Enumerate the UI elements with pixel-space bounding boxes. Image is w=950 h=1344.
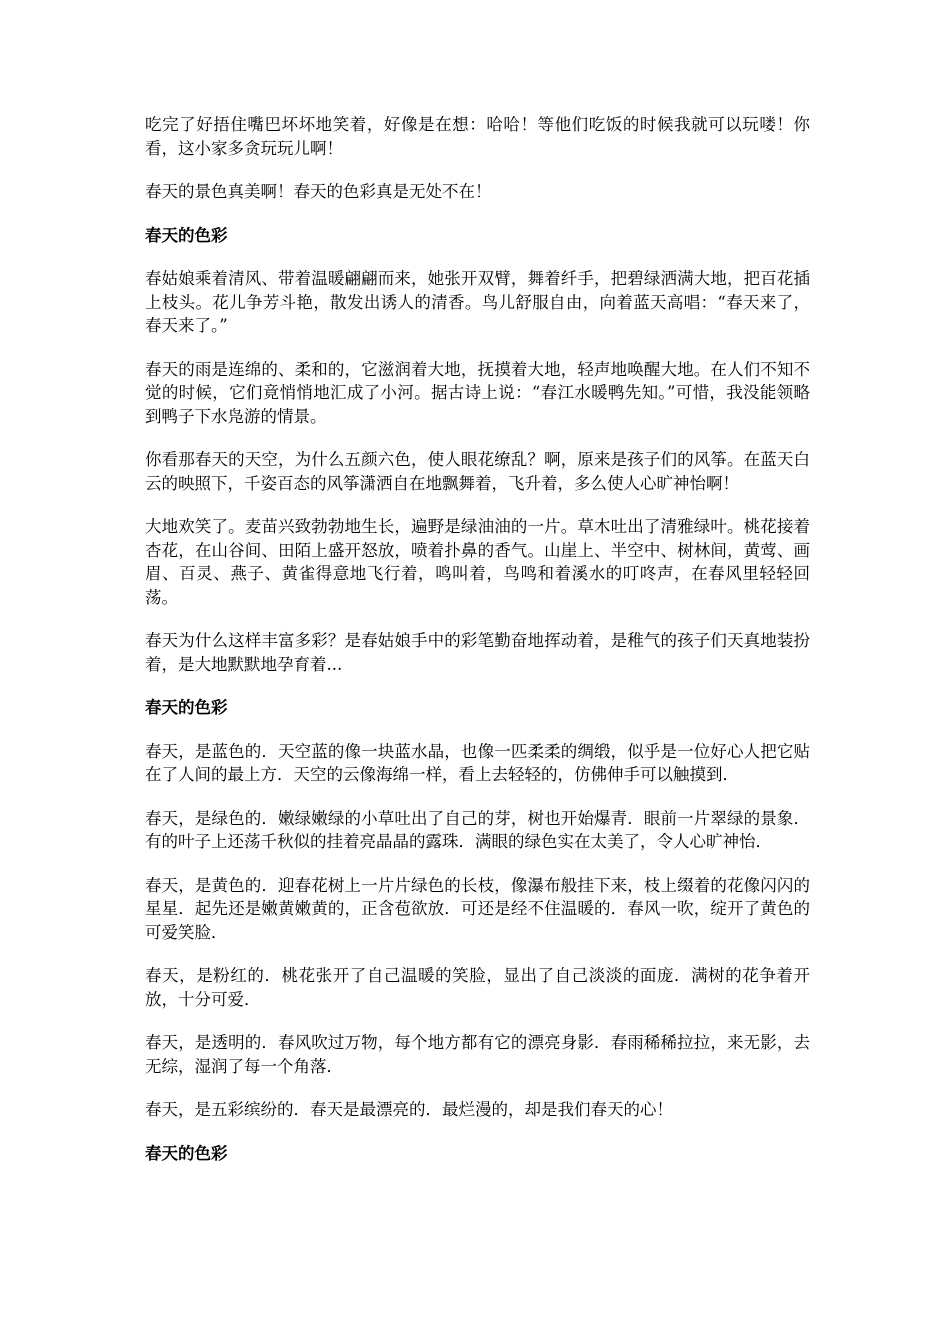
paragraph: 春天，是蓝色的．天空蓝的像一块蓝水晶，也像一匹柔柔的绸缎，似乎是一位好心人把它贴在了人间的最上方．天空的云像海绵一样，看上去轻轻的，仿佛伸手可以触摸到． bbox=[145, 741, 810, 784]
paragraph: 春天的雨是连绵的、柔和的，它滋润着大地，抚摸着大地，轻声地唤醒大地。在人们不知不觉的时候，它们竟悄悄地汇成了小河。据古诗上说：“春江水暖鸭先知。”可惜，我没能领略到鸭子下水凫游的情景。 bbox=[145, 359, 810, 426]
paragraph: 春天，是粉红的．桃花张开了自己温暖的笑脸，显出了自己淡淡的面庞．满树的花争着开放，十分可爱． bbox=[145, 966, 810, 1009]
paragraph: 春天为什么这样丰富多彩？是春姑娘手中的彩笔勤奋地挥动着，是稚气的孩子们天真地装扮着，是大地默默地孕育着... bbox=[145, 631, 810, 674]
paragraph: 吃完了好捂住嘴巴坏坏地笑着，好像是在想：哈哈！等他们吃饭的时候我就可以玩喽！你看，这小家多贪玩玩儿啊！ bbox=[145, 115, 810, 158]
section-heading: 春天的色彩 bbox=[145, 225, 228, 245]
paragraph: 大地欢笑了。麦苗兴致勃勃地生长，遍野是绿油油的一片。草木吐出了清雅绿叶。桃花接着杏花，在山谷间、田陌上盛开怒放，喷着扑鼻的香气。山崖上、半空中、树林间，黄莺、画眉、百灵、燕子、黄雀得意地飞行着，鸣叫着，鸟鸣和着溪水的叮咚声，在春风里轻轻回荡。 bbox=[145, 517, 810, 607]
paragraph: 春姑娘乘着清风、带着温暖翩翩而来，她张开双臂，舞着纤手，把碧绿洒满大地，把百花插上枝头。花儿争芳斗艳，散发出诱人的清香。鸟儿舒服自由，向着蓝天高唱：“春天来了，春天来了。” bbox=[145, 269, 810, 335]
paragraph: 春天，是五彩缤纷的．春天是最漂亮的．最烂漫的，却是我们春天的心！ bbox=[145, 1100, 673, 1119]
document-page bbox=[145, 113, 810, 1185]
section-heading: 春天的色彩 bbox=[145, 1143, 228, 1163]
section-heading: 春天的色彩 bbox=[145, 698, 228, 717]
paragraph: 春天的景色真美啊！春天的色彩真是无处不在！ bbox=[145, 182, 492, 201]
paragraph: 春天，是透明的．春风吹过万物，每个地方都有它的漂亮身影．春雨稀稀拉拉，来无影，去无综，湿润了每一个角落． bbox=[145, 1033, 810, 1076]
paragraph: 你看那春天的天空，为什么五颜六色，使人眼花缭乱？啊，原来是孩子们的风筝。在蓝天白云的映照下，千姿百态的风筝潇洒自在地飘舞着，飞升着，多么使人心旷神怡啊！ bbox=[145, 450, 810, 493]
paragraph: 春天，是黄色的．迎春花树上一片片绿色的长枝，像瀑布般挂下来，枝上缀着的花像闪闪的星星．起先还是嫩黄嫩黄的，正含苞欲放．可还是经不住温暖的．春风一吹，绽开了黄色的可爱笑脸． bbox=[145, 875, 810, 942]
paragraph: 春天，是绿色的．嫩绿嫩绿的小草吐出了自己的芽，树也开始爆青．眼前一片翠绿的景象．有的叶子上还荡千秋似的挂着亮晶晶的露珠．满眼的绿色实在太美了，令人心旷神怡． bbox=[145, 808, 810, 851]
